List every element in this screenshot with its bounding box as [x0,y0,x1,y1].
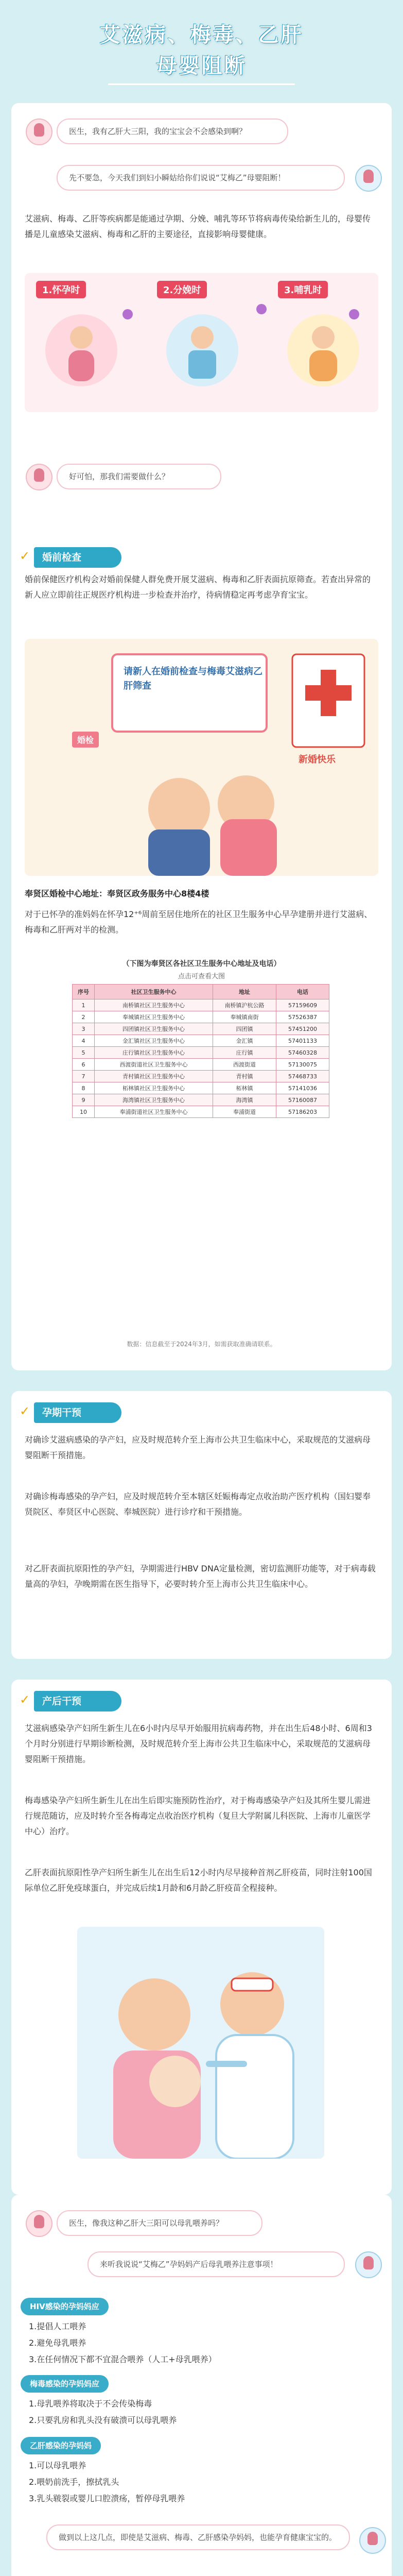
row-index: 4 [73,1035,95,1047]
pregnancy-registration-paragraph: 对于已怀孕的准妈妈在怀孕12⁺⁶周前至居住地所在的社区卫生服务中心早孕建册并进行艾滋病、梅毒和乙肝两对半的检测。 [25,909,373,935]
table-row [73,1059,329,1071]
row-address: 奉城镇南街 [213,1011,276,1023]
pregnancy-paragraph-2: 对确诊梅毒感染的孕产妇，应及时规范转介至本辖区妊娠梅毒定点收治助产医疗机构（国妇婴奉贤院区、奉贤区中心医院、奉城医院）进行诊疗和干预措施。 [25,1492,371,1517]
row-phone: 57451200 [276,1023,329,1035]
patient-avatar-icon [26,118,52,145]
row-center: 海湾镇社区卫生服务中心 [95,1094,213,1106]
list-item: 2.喂奶前洗手，擦拭乳头 [29,2477,119,2487]
row-address: 庄行镇 [213,1047,276,1059]
row-index: 6 [73,1059,95,1071]
section-head-premarital: 婚前检查 [34,547,121,568]
table-row [73,1035,329,1047]
row-phone: 57159609 [276,999,329,1011]
hiv-feeding-label: HIV感染的孕妈妈应 [21,2298,109,2315]
stage-label-pregnancy: 1.怀孕时 [36,281,86,298]
row-address: 南桥镇沪杭公路 [213,999,276,1011]
closing-bubble: 做到以上这几点，即使是艾滋病、梅毒、乙肝感染孕妈妈，也能孕育健康宝宝的。 [46,2524,350,2550]
table-caption: （下图为奉贤区各社区卫生服务中心地址及电话） [122,960,281,968]
page-subtitle: 母婴阻断 [156,54,247,78]
doctor-avatar-icon-2 [355,2251,382,2278]
row-phone: 57401133 [276,1035,329,1047]
premarital-paragraph: 婚前保健医疗机构会对婚前保健人群免费开展艾滋病、梅毒和乙肝表面抗原筛查。若查出异常的新人应立即前往正规医疗机构进一步检查并治疗，待病情稳定再考虑孕育宝宝。 [25,574,371,600]
title-underline [108,83,295,85]
row-address: 柘林镇 [213,1082,276,1094]
vaccination-svg [77,1927,324,2159]
page-title: 艾滋病、梅毒、乙肝 [99,23,304,47]
row-phone: 57468733 [276,1071,329,1082]
row-index: 3 [73,1023,95,1035]
list-item: 2.只要乳房和乳头没有破溃可以母乳喂养 [29,2415,177,2425]
row-address: 海湾镇 [213,1094,276,1106]
col-address: 地址 [213,985,276,999]
row-phone: 57460328 [276,1047,329,1059]
syphilis-feeding-label: 梅毒感染的孕妈妈应 [21,2375,109,2393]
row-phone: 57186203 [276,1106,329,1118]
row-phone: 57141036 [276,1082,329,1094]
row-index: 7 [73,1071,95,1082]
row-center: 庄行镇社区卫生服务中心 [95,1047,213,1059]
list-item: 1.母乳喂养将取决于不会传染梅毒 [29,2399,152,2409]
postpartum-paragraph-1: 艾滋病感染孕产妇所生新生儿在6小时内尽早开始服用抗病毒药物，并在出生后48小时、6周和3个月时分别进行早期诊断检测，及时规范转介至上海市公共卫生临床中心，采取规范的艾滋病母婴阻断干预措施。 [25,1723,372,1764]
row-address: 西渡街道 [213,1059,276,1071]
hiv-feeding-list [29,2318,369,2368]
health-centers-table [72,984,329,1118]
chat-bubble-question-3: 医生，像我这种乙肝大三阳可以母乳喂养吗？ [57,2210,262,2236]
patient-avatar-icon-2 [26,464,52,490]
table-row [73,1094,329,1106]
table-row [73,1047,329,1059]
table-row [73,999,329,1011]
doctor-avatar-icon-3 [359,2527,386,2554]
chat-bubble-question-1: 医生，我有乙肝大三阳，我的宝宝会不会感染到啊？ [57,118,288,144]
row-index: 5 [73,1047,95,1059]
row-address: 青村镇 [213,1071,276,1082]
col-phone: 电话 [276,985,329,999]
section-head-pregnancy: 孕期干预 [34,1402,121,1423]
section-head-postpartum: 产后干预 [34,1691,121,1711]
row-index: 10 [73,1106,95,1118]
row-phone: 57160087 [276,1094,329,1106]
table-row [73,1011,329,1023]
postpartum-paragraph-3: 乙肝表面抗原阳性孕产妇所生新生儿在出生后12小时内尽早接种首剂乙肝疫苗，同时注射100国际单位乙肝免疫球蛋白，并完成后续1月龄和6月龄乙肝疫苗全程接种。 [25,1868,372,1893]
stage-label-breastfeeding: 3.哺乳时 [278,281,328,298]
pregnancy-card [11,1391,392,1659]
stage-label-delivery: 2.分娩时 [157,281,207,298]
row-index: 2 [73,1011,95,1023]
chat-bubble-answer-1: 先不要急，今天我们到妇小瞬姑给你们说说“艾梅乙”母婴阻断！ [57,165,345,191]
check-icon-3: ✓ [20,1692,30,1707]
doctor-avatar-icon [355,165,382,192]
poster-badge: 婚检 [72,732,99,748]
heart-icon: ❤ [196,2169,207,2184]
table-caption-2: 点击可查看大图 [178,973,225,980]
row-address: 奉浦街道 [213,1106,276,1118]
hbv-feeding-label: 乙肝感染的孕妈妈 [21,2437,101,2454]
poster-text: 请新人在婚前检查与梅毒艾滋病乙肝筛查 [124,666,262,691]
list-item: 1.提倡人工喂养 [29,2321,86,2331]
row-center: 奉城镇社区卫生服务中心 [95,1011,213,1023]
col-center: 社区卫生服务中心 [95,985,213,999]
list-item: 3.乳头皲裂或婴儿口腔溃疡，暂停母乳喂养 [29,2494,185,2503]
row-center: 青村镇社区卫生服务中心 [95,1071,213,1082]
list-item: 3.在任何情况下都不宜混合喂养（人工+母乳喂养） [29,2354,217,2364]
check-icon-2: ✓ [20,1404,30,1418]
poster-sign: 新婚快乐 [299,754,336,765]
list-item: 2.避免母乳喂养 [29,2338,86,2348]
table-note: 数据：信息截至于2024年3月，如需获取准确请联系。 [127,1341,276,1348]
table-row [73,1023,329,1035]
pregnancy-paragraph-1: 对确诊艾滋病感染的孕产妇，应及时规范转介至上海市公共卫生临床中心，采取规范的艾滋病母婴阻断干预措施。 [25,1435,371,1460]
row-address: 金汇镇 [213,1035,276,1047]
intro-paragraph: 艾滋病、梅毒、乙肝等疾病都是能通过孕期、分娩、哺乳等环节将病毒传染给新生儿的，母婴传播是儿童感染艾滋病、梅毒和乙肝的主要途径，直接影响母婴健康。 [25,214,371,239]
row-index: 1 [73,999,95,1011]
row-center: 四团镇社区卫生服务中心 [95,1023,213,1035]
row-address: 四团镇 [213,1023,276,1035]
table-header-row [73,985,329,999]
row-index: 8 [73,1082,95,1094]
table-row [73,1071,329,1082]
row-phone: 57526387 [276,1011,329,1023]
row-center: 西渡街道社区卫生服务中心 [95,1059,213,1071]
patient-avatar-icon-3 [26,2210,52,2237]
chat-bubble-answer-3: 来听我说说“艾梅乙”孕妈妈产后母乳喂养注意事项！ [87,2251,345,2277]
row-phone: 57130075 [276,1059,329,1071]
check-icon: ✓ [20,549,30,563]
list-item: 1.可以母乳喂养 [29,2461,86,2470]
row-center: 奉浦街道社区卫生服务中心 [95,1106,213,1118]
vaccination-illustration [77,1927,324,2159]
row-center: 金汇镇社区卫生服务中心 [95,1035,213,1047]
premarital-address: 奉贤区婚检中心地址：奉贤区政务服务中心8楼4楼 [25,889,209,899]
col-index: 序号 [73,985,95,999]
syphilis-feeding-list [29,2396,369,2429]
table-row [73,1082,329,1094]
pregnancy-paragraph-3: 对乙肝表面抗原阳性的孕产妇，孕期需进行HBV DNA定量检测，密切监测肝功能等，对于病毒载量高的孕妇，孕晚期需在医生指导下，必要时转介至上海市公共卫生临床中心。 [25,1564,376,1589]
row-center: 柘林镇社区卫生服务中心 [95,1082,213,1094]
row-index: 9 [73,1094,95,1106]
chat-bubble-question-2: 好可怕，那我们需要做什么？ [57,464,221,489]
hbv-feeding-list [29,2458,369,2507]
table-row [73,1106,329,1118]
row-center: 南桥镇社区卫生服务中心 [95,999,213,1011]
postpartum-paragraph-2: 梅毒感染孕产妇所生新生儿在出生后即实施预防性治疗，对于梅毒感染孕产妇及其所生婴儿需进行规范随访，应及时转介至各梅毒定点收治医疗机构（复旦大学附属儿科医院、上海市儿童医学中心）治疗。 [25,1795,371,1836]
